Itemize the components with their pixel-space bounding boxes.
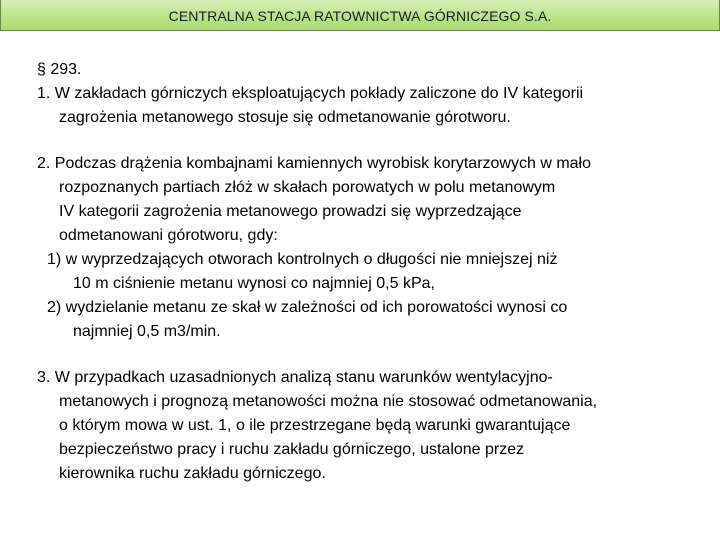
paragraph-gap <box>37 344 707 366</box>
list-item-2-line-2: najmniej 0,5 m3/min. <box>73 323 221 340</box>
list-item-1-line-1: 1) w wyprzedzających otworach kontrolnych o długości nie mniejszej niż <box>47 251 558 268</box>
paragraph-3-line-2: metanowych i prognozą metanowości można nie stosować odmetanowania, <box>59 393 598 410</box>
regulation-text <box>37 58 707 486</box>
paragraph-2-line-1: 2. Podczas drążenia kombajnami kamiennych wyrobisk korytarzowych w mało <box>37 155 591 172</box>
paragraph-gap <box>37 130 707 152</box>
header-title: CENTRALNA STACJA RATOWNICTWA GÓRNICZEGO S.A. <box>168 8 552 24</box>
list-item-1-line-2: 10 m ciśnienie metanu wynosi co najmniej 0,5 kPa, <box>73 275 435 292</box>
paragraph-1-line-2: zagrożenia metanowego stosuje się odmetanowanie górotworu. <box>59 109 511 126</box>
paragraph-1-line-1: 1. W zakładach górniczych eksploatujących pokłady zaliczone do IV kategorii <box>37 85 584 102</box>
paragraph-2-line-4: odmetanowani górotworu, gdy: <box>59 227 278 244</box>
paragraph-2-line-3: IV kategorii zagrożenia metanowego prowadzi się wyprzedzające <box>59 203 522 220</box>
paragraph-3-line-3: o którym mowa w ust. 1, o ile przestrzegane będą warunki gwarantujące <box>59 417 571 434</box>
paragraph-3-line-4: bezpieczeństwo pracy i ruchu zakładu górniczego, ustalone przez <box>59 441 525 458</box>
section-number: § 293. <box>37 61 82 78</box>
paragraph-3-line-5: kierownika ruchu zakładu górniczego. <box>59 465 326 482</box>
paragraph-3-line-1: 3. W przypadkach uzasadnionych analizą stanu warunków wentylacyjno- <box>37 369 553 386</box>
paragraph-2-line-2: rozpoznanych partiach złóż w skałach porowatych w polu metanowym <box>59 179 556 196</box>
header-band <box>0 0 720 31</box>
list-item-2-line-1: 2) wydzielanie metanu ze skał w zależności od ich porowatości wynosi co <box>47 299 568 316</box>
